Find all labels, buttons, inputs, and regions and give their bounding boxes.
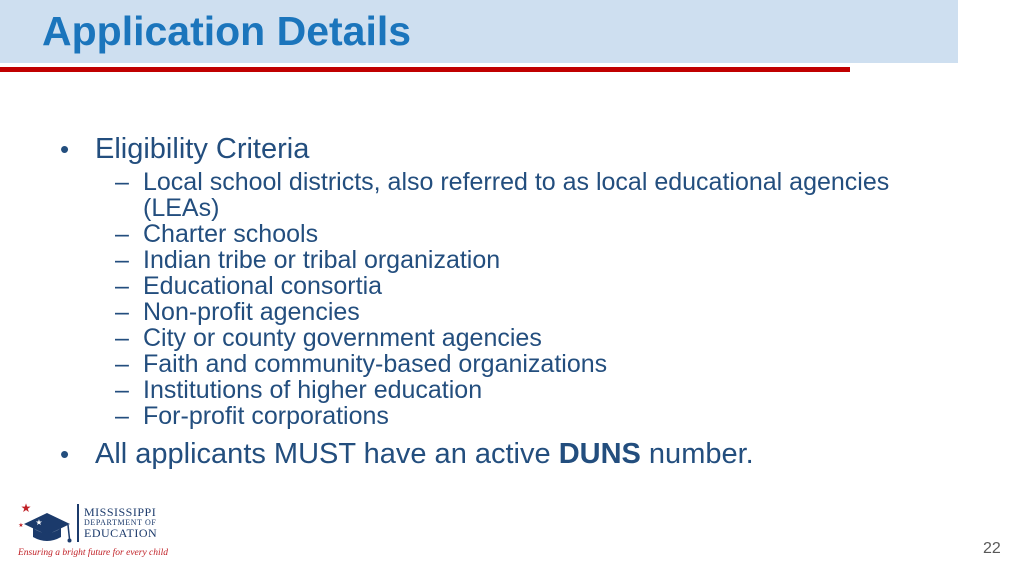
sub-bullet-item	[60, 221, 970, 247]
sub-bullet-item	[60, 299, 970, 325]
sub-bullet-item	[60, 351, 970, 377]
bullet-item	[60, 133, 970, 166]
bullet-item	[60, 438, 970, 471]
sub-bullet-item	[60, 325, 970, 351]
sub-bullet-label: Faith and community-based organizations	[143, 350, 608, 378]
dash-marker: –	[115, 298, 129, 326]
bullet-text-after: number.	[640, 438, 754, 470]
dash-marker: –	[115, 220, 129, 248]
graduation-cap-icon	[18, 499, 76, 547]
sub-bullet-item	[60, 377, 970, 403]
sub-bullet-label: Non-profit agencies	[143, 298, 360, 326]
sub-bullet-label: Charter schools	[143, 220, 319, 248]
sub-bullet-label: Local school districts, also referred to as local educational agencies (LEAs)	[143, 168, 890, 222]
dash-marker: –	[115, 402, 129, 430]
logo-org-line1: MISSISSIPPI	[84, 505, 157, 520]
dash-marker: –	[115, 272, 129, 300]
sub-bullet-item	[60, 403, 970, 429]
dash-marker: –	[115, 376, 129, 404]
bullet-label: Eligibility Criteria	[95, 133, 310, 165]
bullet-text-before: All applicants MUST have an active	[95, 438, 559, 470]
sub-bullet-label: For-profit corporations	[143, 402, 389, 430]
sub-bullet-label: City or county government agencies	[143, 324, 542, 352]
logo-org-name	[84, 506, 157, 540]
page-number: 22	[983, 540, 1001, 557]
svg-text:★: ★	[20, 501, 32, 515]
sub-bullet-list	[60, 169, 970, 429]
dash-marker: –	[115, 324, 129, 352]
svg-text:★: ★	[35, 518, 43, 527]
bullet-text-bold: DUNS	[558, 438, 641, 470]
sub-bullet-label: Educational consortia	[143, 272, 383, 300]
sub-bullet-item	[60, 247, 970, 273]
dash-marker: –	[115, 246, 129, 274]
sub-bullet-label: Institutions of higher education	[143, 376, 483, 404]
bullet-label	[95, 438, 754, 471]
sub-bullet-label: Indian tribe or tribal organization	[143, 246, 501, 274]
slide-body	[60, 133, 970, 471]
bullet-marker: •	[60, 134, 70, 164]
logo-tagline: Ensuring a bright future for every child	[18, 548, 169, 558]
title-divider	[0, 67, 850, 72]
mde-logo	[18, 499, 169, 563]
sub-bullet-item	[60, 273, 970, 299]
logo-divider	[77, 504, 79, 542]
bullet-marker: •	[60, 439, 70, 469]
dash-marker: –	[115, 350, 129, 378]
page-title: Application Details	[42, 8, 412, 54]
logo-org-line3: EDUCATION	[84, 526, 158, 541]
svg-text:★: ★	[18, 523, 24, 529]
sub-bullet-item	[60, 169, 970, 221]
dash-marker: –	[115, 168, 129, 196]
logo-org-line2: DEPARTMENT OF	[84, 517, 157, 527]
